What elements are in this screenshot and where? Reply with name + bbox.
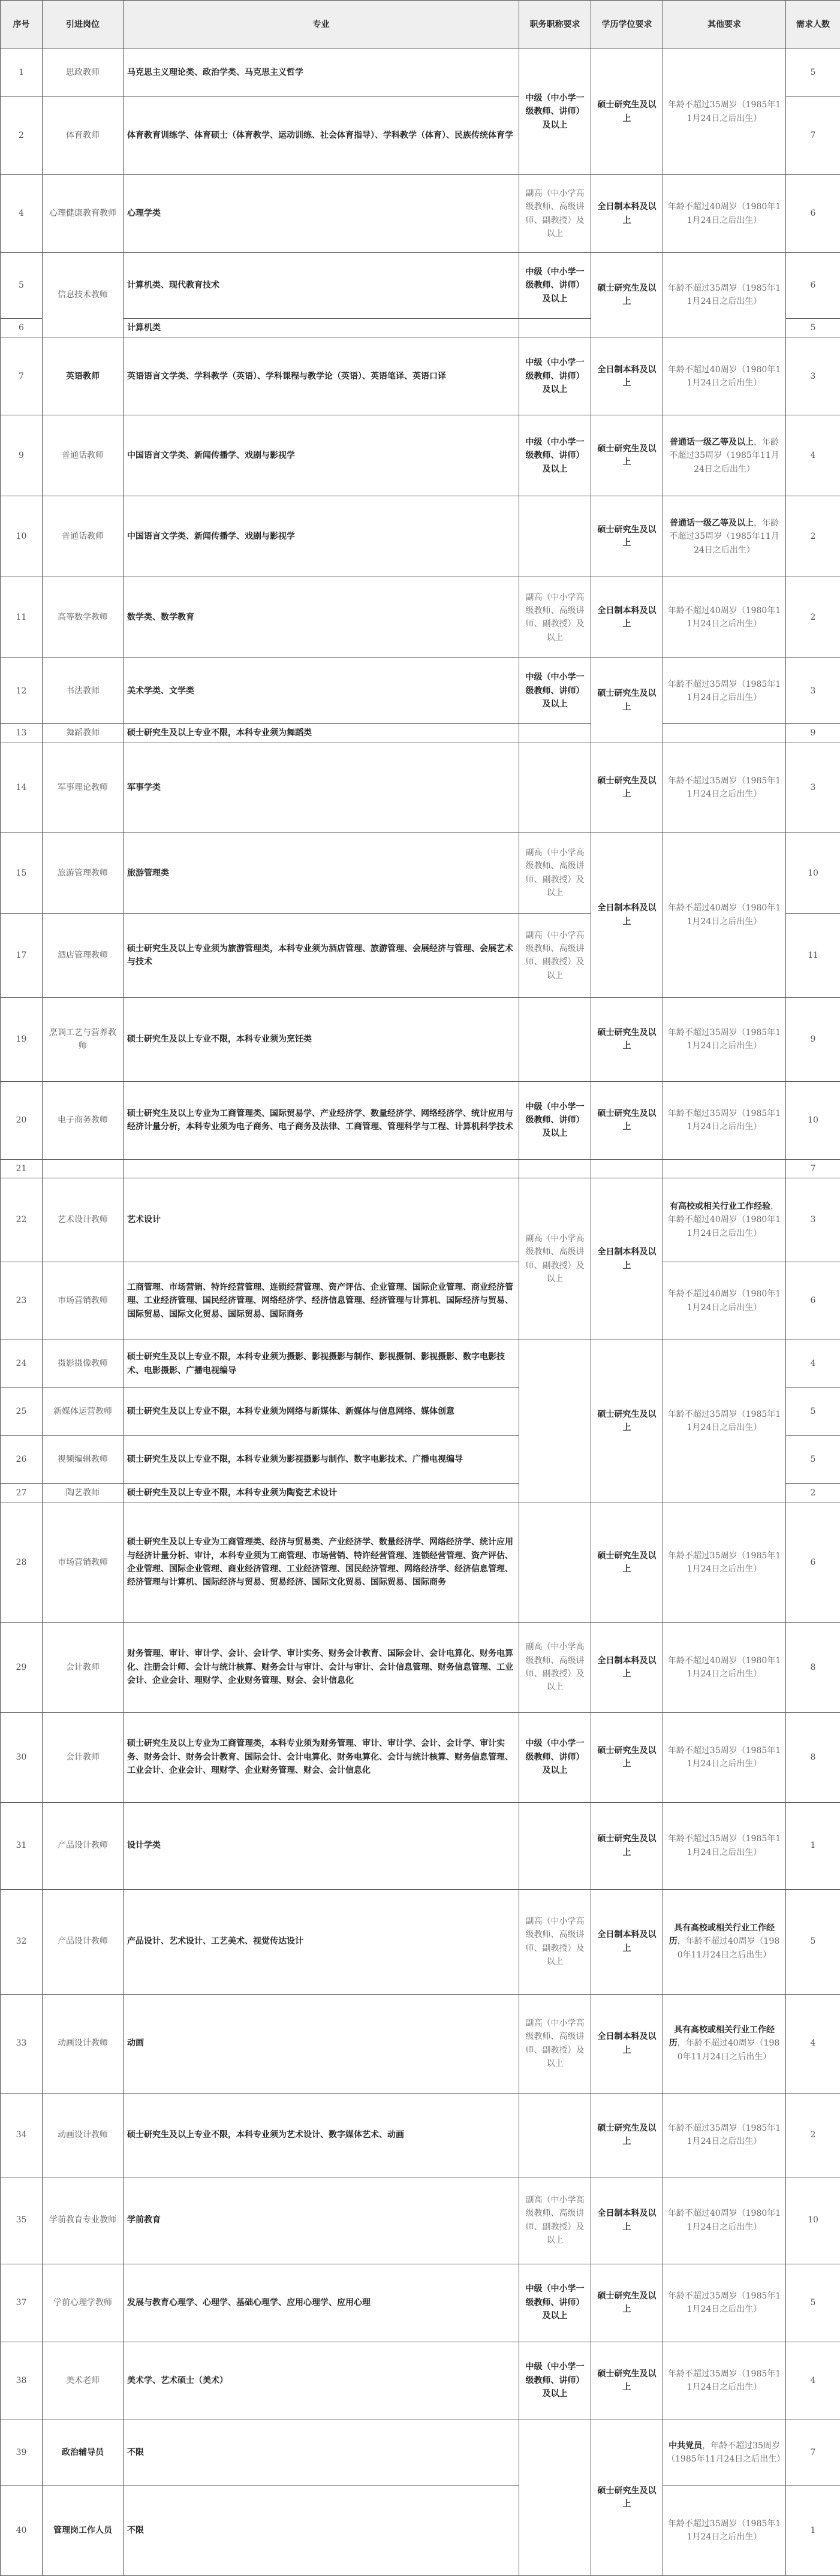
row-title-req-empty <box>519 496 591 577</box>
row-post: 电子商务教师 <box>43 1081 124 1159</box>
row-post: 市场营销教师 <box>43 1503 124 1622</box>
table-row <box>1 1159 840 1178</box>
row-edu-req: 硕士研究生及以上 <box>591 496 663 577</box>
row-edu-req: 硕士研究生及以上 <box>591 1802 663 1889</box>
table-row <box>1 724 840 743</box>
row-title-req-empty <box>519 1340 591 1503</box>
industry2-age: ，年龄不超过40周岁（1980年11月24日之后出生） <box>678 2038 780 2061</box>
row-title-req: 中级（中小学一级教师、讲师）及以上 <box>519 1712 591 1802</box>
table-row <box>1 1712 840 1802</box>
putonghua-age: ，年龄不超过35周岁（1985年11月24日之后出生） <box>669 438 779 474</box>
row-no: 10 <box>1 496 43 577</box>
row-post: 普通话教师 <box>43 496 124 577</box>
row-no: 22 <box>1 1178 43 1262</box>
row-major: 财务管理、审计、审计学、会计、会计学、审计实务、财务会计教育、国际会计、会计电算化、财务电算化、注册会计师、会计与统计核算、财务会计与审计、会计与审计、会计信息管理、财务信息管理、工业会计、企业会计、理财学、企业财务管理、财会、会计信息化 <box>124 1622 519 1712</box>
row-other-req: 年龄不超过35周岁（1985年11月24日之后出生） <box>663 49 786 175</box>
row-count: 5 <box>786 1436 840 1484</box>
row-no: 12 <box>1 658 43 724</box>
row-no: 24 <box>1 1340 43 1388</box>
row-post: 会计教师 <box>43 1622 124 1712</box>
row-post: 烹调工艺与营养教师 <box>43 997 124 1081</box>
row-other-req <box>663 1178 786 1262</box>
row-other-req: 年龄不超过40周岁（1980年11月24日之后出生） <box>663 337 786 415</box>
row-other-req <box>663 1994 786 2093</box>
row-other-req <box>663 415 786 496</box>
row-major: 硕士研究生及以上专业为工商管理类、国际贸易学、产业经济学、数量经济学、网络经济学、统计应用与经济计量分析，本科专业须为电子商务、电子商务及法律、工商管理、管理科学与工程、计算机科学技术 <box>124 1081 519 1159</box>
table-row <box>1 2420 840 2485</box>
row-no: 15 <box>1 832 43 913</box>
row-other-req: 年龄不超过40周岁（1980年11月24日之后出生） <box>663 577 786 658</box>
row-no: 14 <box>1 743 43 832</box>
row-major: 马克思主义理论类、政治学类、马克思主义哲学 <box>124 49 519 97</box>
row-major: 计算机类、现代教育技术 <box>124 253 519 319</box>
row-edu-req: 全日制本科及以上 <box>591 1178 663 1340</box>
row-count: 4 <box>786 415 840 496</box>
row-no: 19 <box>1 997 43 1081</box>
row-edu-req: 全日制本科及以上 <box>591 2177 663 2264</box>
row-count: 7 <box>786 2420 840 2485</box>
table-row <box>1 175 840 253</box>
row-post: 学前教育专业教师 <box>43 2177 124 2264</box>
row-edu-req: 硕士研究生及以上 <box>591 2342 663 2420</box>
row-post: 动画设计教师 <box>43 1994 124 2093</box>
row-count: 6 <box>786 253 840 319</box>
row-no: 6 <box>1 319 43 337</box>
row-major: 硕士研究生及以上专业为工商管理类，本科专业须为财务管理、审计、审计学、会计、会计学、审计实务、财务会计、财务会计教育、国际会计、会计电算化、财务电算化、会计与统计核算、财务信息管理、工业会计、企业会计、理财学、企业财务管理、财会、会计信息化 <box>124 1712 519 1802</box>
row-other-req: 年龄不超过35周岁（1985年11月24日之后出生） <box>663 1802 786 1889</box>
row-no: 11 <box>1 577 43 658</box>
row-title-req: 副高（中小学高级教师、高级讲师、副教授）及以上 <box>519 577 591 658</box>
row-count: 2 <box>786 577 840 658</box>
row-no: 30 <box>1 1712 43 1802</box>
row-other-req: 年龄不超过35周岁（1985年11月24日之后出生） <box>663 1340 786 1503</box>
row-major: 硕士研究生及以上专业不限，本科专业须为舞蹈类 <box>124 724 519 743</box>
row-post: 美术老师 <box>43 2342 124 2420</box>
row-edu-req: 硕士研究生及以上 <box>591 1712 663 1802</box>
row-count: 4 <box>786 2342 840 2420</box>
row-other-req: 年龄不超过40周岁（1980年11月24日之后出生） <box>663 1262 786 1340</box>
row-major: 硕士研究生及以上专业须为旅游管理类，本科专业须为酒店管理、旅游管理、会展经济与管理、会展艺术与技术 <box>124 913 519 997</box>
row-post: 酒店管理教师 <box>43 913 124 997</box>
table-row <box>1 997 840 1081</box>
table-row <box>1 1178 840 1262</box>
industry2-age: ，年龄不超过40周岁（1980年11月24日之后出生） <box>678 1936 780 1959</box>
row-count: 3 <box>786 658 840 724</box>
row-count: 2 <box>786 1484 840 1503</box>
row-other-req: 年龄不超过40周岁（1980年11月24日之后出生） <box>663 2177 786 2264</box>
table-row <box>1 1622 840 1712</box>
row-count: 6 <box>786 175 840 253</box>
row-title-req: 中级（中小学一级教师、讲师）及以上 <box>519 253 591 319</box>
row-count: 8 <box>786 1712 840 1802</box>
row-other-req <box>663 1889 786 1994</box>
row-major: 中国语言文学类、新闻传播学、戏剧与影视学 <box>124 415 519 496</box>
row-major: 军事学类 <box>124 743 519 832</box>
row-no: 1 <box>1 49 43 97</box>
header-count: 需求人数 <box>786 1 840 49</box>
row-count: 10 <box>786 1081 840 1159</box>
row-title-req-empty <box>519 997 591 1081</box>
row-other-req: 年龄不超过35周岁（1985年11月24日之后出生） <box>663 1503 786 1622</box>
table-row <box>1 832 840 913</box>
row-major: 硕士研究生及以上专业不限，本科专业须为陶瓷艺术设计 <box>124 1484 519 1503</box>
row-count: 11 <box>786 913 840 997</box>
row-title-req-empty <box>519 2093 591 2177</box>
row-count: 5 <box>786 1889 840 1994</box>
row-edu-req: 硕士研究生及以上 <box>591 997 663 1081</box>
row-title-req-empty <box>519 319 591 337</box>
putonghua-age: ，年龄不超过35周岁（1985年11月24日之后出生） <box>669 518 779 555</box>
row-edu-req: 硕士研究生及以上 <box>591 1340 663 1503</box>
row-no: 40 <box>1 2485 43 2575</box>
row-title-req: 副高（中小学高级教师、高级讲师、副教授）及以上 <box>519 913 591 997</box>
row-count: 5 <box>786 1388 840 1436</box>
row-no: 31 <box>1 1802 43 1889</box>
row-post: 学前心理学教师 <box>43 2264 124 2342</box>
row-major: 设计学类 <box>124 1802 519 1889</box>
table-row <box>1 1503 840 1622</box>
row-title-req: 中级（中小学一级教师、讲师）及以上 <box>519 1081 591 1159</box>
row-title-req-empty <box>519 743 591 832</box>
row-edu-req: 全日制本科及以上 <box>591 175 663 253</box>
row-count: 8 <box>786 1622 840 1712</box>
row-edu-req: 硕士研究生及以上 <box>591 2420 663 2575</box>
industry-age: ，年龄不超过40周岁（1980年11月24日之后出生） <box>668 1202 781 1238</box>
row-post: 英语教师 <box>43 337 124 415</box>
row-post: 思政教师 <box>43 49 124 97</box>
row-no: 27 <box>1 1484 43 1503</box>
row-no: 34 <box>1 2093 43 2177</box>
row-edu-req: 硕士研究生及以上 <box>591 253 663 337</box>
row-count: 10 <box>786 832 840 913</box>
row-count: 4 <box>786 1340 840 1388</box>
row-count: 9 <box>786 997 840 1081</box>
row-count: 10 <box>786 2177 840 2264</box>
table-row <box>1 658 840 724</box>
row-edu-req: 硕士研究生及以上 <box>591 658 663 743</box>
row-major: 体育教育训练学、体育硕士（体育教学、运动训练、社会体育指导）、学科教学（体育）、民族传统体育学 <box>124 97 519 175</box>
row-major: 美术学类、文学类 <box>124 658 519 724</box>
row-no: 25 <box>1 1388 43 1436</box>
row-no: 2 <box>1 97 43 175</box>
row-other-req: 年龄不超过40周岁（1980年11月24日之后出生） <box>663 832 786 997</box>
row-edu-req: 硕士研究生及以上 <box>591 49 663 175</box>
row-post: 陶艺教师 <box>43 1484 124 1503</box>
row-major: 硕士研究生及以上专业不限，本科专业须为影视摄影与制作、数字电影技术、广播电视编导 <box>124 1436 519 1484</box>
row-edu-req: 硕士研究生及以上 <box>591 2264 663 2342</box>
industry2-req: 具有高校或相关行业工作经历 <box>669 2025 775 2048</box>
row-post: 艺术设计教师 <box>43 1178 124 1262</box>
row-major: 硕士研究生及以上专业不限，本科专业须为网络与新媒体、新媒体与信息网络、媒体创意 <box>124 1388 519 1436</box>
row-other-req: 年龄不超过35周岁（1985年11月24日之后出生） <box>663 2264 786 2342</box>
header-edu: 学历学位要求 <box>591 1 663 49</box>
row-other-req: 年龄不超过35周岁（1985年11月24日之后出生） <box>663 2485 786 2575</box>
table-row <box>1 1340 840 1388</box>
row-title-req: 副高（中小学高级教师、高级讲师、副教授）及以上 <box>519 1178 591 1340</box>
row-no: 32 <box>1 1889 43 1994</box>
row-major: 旅游管理类 <box>124 832 519 913</box>
row-no: 28 <box>1 1503 43 1622</box>
header-other: 其他要求 <box>663 1 786 49</box>
row-no: 5 <box>1 253 43 319</box>
row-edu-req: 硕士研究生及以上 <box>591 743 663 832</box>
row-count: 7 <box>786 97 840 175</box>
header-title: 职务职称要求 <box>519 1 591 49</box>
row-other-req <box>663 496 786 577</box>
party-age: ，年龄不超过35周岁（1985年11月24日之后出生） <box>667 2441 785 2464</box>
row-other-req <box>663 2420 786 2485</box>
row-count: 6 <box>786 1503 840 1622</box>
row-major: 硕士研究生及以上专业不限，本科专业须为艺术设计、数字媒体艺术、动画 <box>124 2093 519 2177</box>
row-post: 管理岗工作人员 <box>43 2485 124 2575</box>
row-other-req: 年龄不超过35周岁（1985年11月24日之后出生） <box>663 1081 786 1159</box>
row-title-req-empty <box>519 1802 591 1889</box>
row-edu-req: 全日制本科及以上 <box>591 832 663 997</box>
row-major: 心理学类 <box>124 175 519 253</box>
row-title-req: 副高（中小学高级教师、高级讲师、副教授）及以上 <box>519 1622 591 1712</box>
table-row <box>1 337 840 415</box>
row-no: 37 <box>1 2264 43 2342</box>
row-title-req: 副高（中小学高级教师、高级讲师、副教授）及以上 <box>519 1889 591 1994</box>
row-major: 英语语言文学类、学科教学（英语）、学科课程与教学论（英语）、英语笔译、英语口译 <box>124 337 519 415</box>
row-count: 3 <box>786 1178 840 1262</box>
row-post: 信息技术教师 <box>43 253 124 337</box>
row-other-req: 年龄不超过35周岁（1985年11月24日之后出生） <box>663 253 786 337</box>
row-major: 艺术设计 <box>124 1178 519 1262</box>
table-header-row <box>1 1 840 49</box>
table-row <box>1 415 840 496</box>
row-major: 产品设计、艺术设计、工艺美术、视觉传达设计 <box>124 1889 519 1994</box>
row-post: 动画设计教师 <box>43 2093 124 2177</box>
party-req: 中共党员 <box>669 2441 702 2451</box>
row-post: 体育教师 <box>43 97 124 175</box>
row-post-empty <box>43 1159 124 1178</box>
row-title-req-empty <box>519 2420 591 2575</box>
industry2-req: 具有高校或相关行业工作经历 <box>669 1923 775 1946</box>
row-other-req: 年龄不超过35周岁（1985年11月24日之后出生） <box>663 997 786 1081</box>
row-other-req: 年龄不超过40周岁（1980年11月24日之后出生） <box>663 175 786 253</box>
row-no: 26 <box>1 1436 43 1484</box>
row-other-req-empty <box>663 724 786 743</box>
row-major: 动画 <box>124 1994 519 2093</box>
table-row <box>1 1889 840 1994</box>
row-post: 心理健康教育教师 <box>43 175 124 253</box>
row-post: 视频编辑教师 <box>43 1436 124 1484</box>
row-title-req-empty <box>519 1503 591 1622</box>
table-row <box>1 2485 840 2575</box>
table-row <box>1 49 840 97</box>
row-major: 硕士研究生及以上专业不限，本科专业须为烹饪类 <box>124 997 519 1081</box>
row-post: 产品设计教师 <box>43 1889 124 1994</box>
row-other-req: 年龄不超过35周岁（1985年11月24日之后出生） <box>663 1712 786 1802</box>
row-other-req-empty <box>663 1159 786 1178</box>
row-title-req: 副高（中小学高级教师、高级讲师、副教授）及以上 <box>519 1994 591 2093</box>
row-no: 20 <box>1 1081 43 1159</box>
row-edu-req: 全日制本科及以上 <box>591 1889 663 1994</box>
row-edu-req: 全日制本科及以上 <box>591 577 663 658</box>
row-count: 9 <box>786 724 840 743</box>
row-post: 高等数学教师 <box>43 577 124 658</box>
row-count: 1 <box>786 2485 840 2575</box>
row-post: 新媒体运营教师 <box>43 1388 124 1436</box>
row-title-req: 中级（中小学一级教师、讲师）及以上 <box>519 415 591 496</box>
row-title-req-empty <box>519 1159 591 1178</box>
row-major: 不限 <box>124 2420 519 2485</box>
industry-req: 有高校或相关行业工作经验 <box>670 1202 770 1211</box>
table-row <box>1 1802 840 1889</box>
putonghua-req: 普通话一级乙等及以上 <box>670 438 754 447</box>
row-major-empty <box>124 1159 519 1178</box>
row-no: 17 <box>1 913 43 997</box>
row-no: 13 <box>1 724 43 743</box>
row-count: 2 <box>786 496 840 577</box>
table-row <box>1 2093 840 2177</box>
table-row <box>1 496 840 577</box>
header-post: 引进岗位 <box>43 1 124 49</box>
row-no: 4 <box>1 175 43 253</box>
table-row <box>1 2264 840 2342</box>
row-post: 军事理论教师 <box>43 743 124 832</box>
row-post: 旅游管理教师 <box>43 832 124 913</box>
row-major: 硕士研究生及以上专业为工商管理类、经济与贸易类、产业经济学、数量经济学、网络经济学、统计应用与经济计量分析、审计，本科专业须为工商管理、市场营销、特许经营管理、连锁经营管理、资产评估、企业管理、国际企业管理、商业经济管理、工业经济管理、国民经济管理、网络经济学、经济信息管理、经济管理与计算机、国际经济与贸易、贸易经济、国际文化贸易、国际贸易、国际商务 <box>124 1503 519 1622</box>
row-post: 市场营销教师 <box>43 1262 124 1340</box>
row-major: 工商管理、市场营销、特许经营管理、连锁经营管理、资产评估、企业管理、国际企业管理、商业经济管理、工业经济管理、国民经济管理、网络经济学、经济信息管理、经济管理与计算机、国际经济与贸易、国际贸易、国际文化贸易、国际贸易、国际商务 <box>124 1262 519 1340</box>
row-no: 33 <box>1 1994 43 2093</box>
row-count: 5 <box>786 49 840 97</box>
row-major: 硕士研究生及以上专业不限，本科专业须为摄影、影视摄影与制作、影视摄制、影视摄影、数字电影技术、电影摄影、广播电视编导 <box>124 1340 519 1388</box>
row-no: 21 <box>1 1159 43 1178</box>
row-count: 2 <box>786 2093 840 2177</box>
row-count: 1 <box>786 1802 840 1889</box>
table-row <box>1 2177 840 2264</box>
row-title-req: 中级（中小学一级教师、讲师）及以上 <box>519 2264 591 2342</box>
row-title-req: 副高（中小学高级教师、高级讲师、副教授）及以上 <box>519 2177 591 2264</box>
row-edu-req: 全日制本科及以上 <box>591 337 663 415</box>
row-other-req: 年龄不超过35周岁（1985年11月24日之后出生） <box>663 2093 786 2177</box>
row-other-req: 年龄不超过35周岁（1985年11月24日之后出生） <box>663 658 786 724</box>
row-major: 发展与教育心理学、心理学、基础心理学、应用心理学、应用心理 <box>124 2264 519 2342</box>
row-count: 4 <box>786 1994 840 2093</box>
table-row <box>1 1262 840 1340</box>
row-title-req: 副高（中小学高级教师、高级讲师、副教授）及以上 <box>519 175 591 253</box>
table-row <box>1 743 840 832</box>
row-major: 数学类、数学教育 <box>124 577 519 658</box>
row-title-req: 中级（中小学一级教师、讲师）及以上 <box>519 49 591 175</box>
row-no: 7 <box>1 337 43 415</box>
row-post: 摄影摄像教师 <box>43 1340 124 1388</box>
row-no: 9 <box>1 415 43 496</box>
row-title-req: 中级（中小学一级教师、讲师）及以上 <box>519 658 591 724</box>
row-count: 5 <box>786 319 840 337</box>
row-post: 舞蹈教师 <box>43 724 124 743</box>
row-no: 38 <box>1 2342 43 2420</box>
row-count: 3 <box>786 337 840 415</box>
row-title-req: 中级（中小学一级教师、讲师）及以上 <box>519 2342 591 2420</box>
row-no: 39 <box>1 2420 43 2485</box>
table-row <box>1 1081 840 1159</box>
row-count: 7 <box>786 1159 840 1178</box>
row-post: 书法教师 <box>43 658 124 724</box>
table-row <box>1 253 840 319</box>
header-no: 序号 <box>1 1 43 49</box>
row-title-req-empty <box>519 724 591 743</box>
row-edu-req: 全日制本科及以上 <box>591 1994 663 2093</box>
row-post: 产品设计教师 <box>43 1802 124 1889</box>
row-post: 会计教师 <box>43 1712 124 1802</box>
header-major: 专业 <box>124 1 519 49</box>
row-title-req: 中级（中小学一级教师、讲师）及以上 <box>519 337 591 415</box>
row-other-req: 年龄不超过35周岁（1985年11月24日之后出生） <box>663 2342 786 2420</box>
row-count: 6 <box>786 1262 840 1340</box>
row-edu-req: 硕士研究生及以上 <box>591 1081 663 1159</box>
row-other-req: 年龄不超过40周岁（1980年11月24日之后出生） <box>663 1622 786 1712</box>
row-no: 29 <box>1 1622 43 1712</box>
putonghua-req: 普通话一级乙等及以上 <box>670 518 754 528</box>
table-row <box>1 2342 840 2420</box>
row-major: 中国语言文学类、新闻传播学、戏剧与影视学 <box>124 496 519 577</box>
row-major: 美术学、艺术硕士（美术） <box>124 2342 519 2420</box>
row-edu-req-empty <box>591 1159 663 1178</box>
table-row <box>1 1994 840 2093</box>
row-major: 计算机类 <box>124 319 519 337</box>
table-row <box>1 577 840 658</box>
row-major: 学前教育 <box>124 2177 519 2264</box>
row-no: 23 <box>1 1262 43 1340</box>
row-post: 普通话教师 <box>43 415 124 496</box>
row-edu-req: 全日制本科及以上 <box>591 1622 663 1712</box>
row-edu-req: 硕士研究生及以上 <box>591 2093 663 2177</box>
row-post: 政治辅导员 <box>43 2420 124 2485</box>
row-title-req: 副高（中小学高级教师、高级讲师、副教授）及以上 <box>519 832 591 913</box>
row-count: 3 <box>786 743 840 832</box>
row-other-req: 年龄不超过35周岁（1985年11月24日之后出生） <box>663 743 786 832</box>
row-edu-req: 硕士研究生及以上 <box>591 415 663 496</box>
row-edu-req: 硕士研究生及以上 <box>591 1503 663 1622</box>
row-major: 不限 <box>124 2485 519 2575</box>
row-no: 35 <box>1 2177 43 2264</box>
row-count: 5 <box>786 2264 840 2342</box>
